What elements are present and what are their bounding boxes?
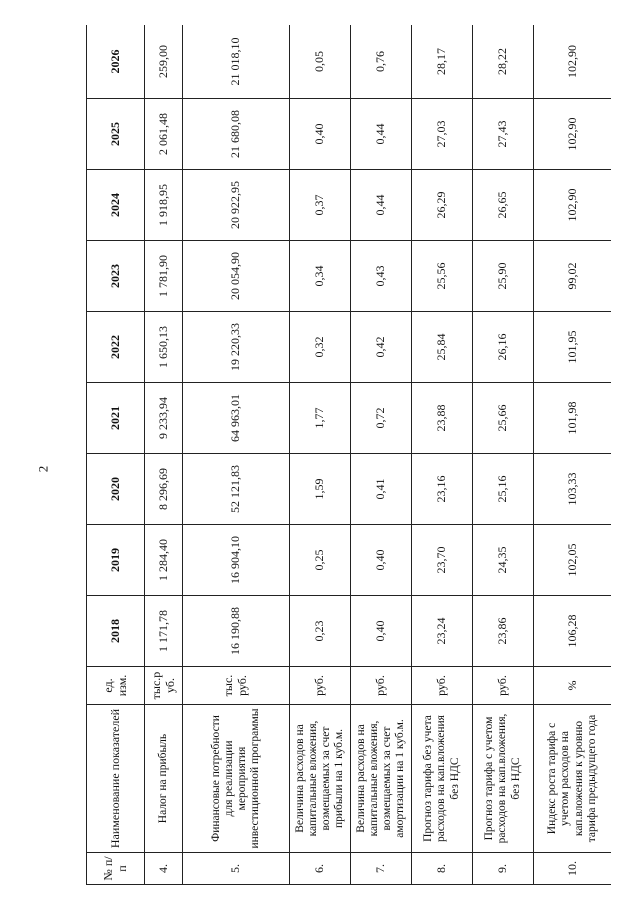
table-row bbox=[145, 25, 183, 885]
row-unit: % bbox=[534, 667, 612, 705]
row-value: 102,90 bbox=[534, 25, 612, 99]
row-value: 16 904,10 bbox=[183, 525, 290, 596]
row-name: Величина расходов на капитальные вложения, возмещаемых за счет амортизации на 1 куб.м. bbox=[351, 705, 412, 853]
row-value: 101,98 bbox=[534, 383, 612, 454]
header-year: 2022 bbox=[87, 312, 145, 383]
header-year: 2020 bbox=[87, 454, 145, 525]
table-row bbox=[290, 25, 351, 885]
row-value: 2 061,48 bbox=[145, 99, 183, 170]
header-unit: ед. изм. bbox=[87, 667, 145, 705]
row-name: Прогноз тарифа без учета расходов на кап.вложения без НДС bbox=[412, 705, 473, 853]
row-unit: тыс.р уб. bbox=[145, 667, 183, 705]
row-value: 23,86 bbox=[473, 596, 534, 667]
table-row bbox=[183, 25, 290, 885]
page-number: 2 bbox=[35, 465, 51, 473]
row-value: 1,77 bbox=[290, 383, 351, 454]
row-value: 28,17 bbox=[412, 25, 473, 99]
row-value: 103,33 bbox=[534, 454, 612, 525]
row-value: 23,24 bbox=[412, 596, 473, 667]
row-num: 8. bbox=[412, 853, 473, 885]
row-value: 25,90 bbox=[473, 241, 534, 312]
row-value: 27,43 bbox=[473, 99, 534, 170]
row-value: 0,23 bbox=[290, 596, 351, 667]
row-unit: тыс. руб. bbox=[183, 667, 290, 705]
row-value: 1 650,13 bbox=[145, 312, 183, 383]
row-value: 1 918,95 bbox=[145, 170, 183, 241]
header-year: 2021 bbox=[87, 383, 145, 454]
row-value: 0,37 bbox=[290, 170, 351, 241]
header-num: № п/п bbox=[87, 853, 145, 885]
row-unit: руб. bbox=[473, 667, 534, 705]
row-value: 0,34 bbox=[290, 241, 351, 312]
row-unit: руб. bbox=[412, 667, 473, 705]
row-value: 20 054,90 bbox=[183, 241, 290, 312]
row-value: 0,44 bbox=[351, 170, 412, 241]
row-num: 10. bbox=[534, 853, 612, 885]
indicators-table bbox=[86, 25, 611, 885]
row-value: 102,90 bbox=[534, 170, 612, 241]
rotated-table-wrapper bbox=[86, 25, 611, 885]
row-value: 0,72 bbox=[351, 383, 412, 454]
header-year: 2023 bbox=[87, 241, 145, 312]
row-unit: руб. bbox=[290, 667, 351, 705]
row-value: 19 220,33 bbox=[183, 312, 290, 383]
row-value: 27,03 bbox=[412, 99, 473, 170]
rotated-table-container bbox=[86, 25, 611, 885]
header-year: 2025 bbox=[87, 99, 145, 170]
row-value: 106,28 bbox=[534, 596, 612, 667]
row-value: 101,95 bbox=[534, 312, 612, 383]
row-value: 25,16 bbox=[473, 454, 534, 525]
table-row bbox=[534, 25, 612, 885]
row-value: 16 190,88 bbox=[183, 596, 290, 667]
row-value: 259,00 bbox=[145, 25, 183, 99]
row-value: 1,59 bbox=[290, 454, 351, 525]
row-value: 0,40 bbox=[351, 525, 412, 596]
row-value: 23,70 bbox=[412, 525, 473, 596]
header-row bbox=[87, 25, 145, 885]
row-value: 23,16 bbox=[412, 454, 473, 525]
header-year: 2018 bbox=[87, 596, 145, 667]
row-value: 0,44 bbox=[351, 99, 412, 170]
row-value: 0,41 bbox=[351, 454, 412, 525]
row-value: 0,40 bbox=[290, 99, 351, 170]
row-value: 0,25 bbox=[290, 525, 351, 596]
row-value: 1 284,40 bbox=[145, 525, 183, 596]
row-name: Прогноз тарифа с учетом расходов на кап.вложения, без НДС bbox=[473, 705, 534, 853]
row-value: 0,40 bbox=[351, 596, 412, 667]
row-name: Финансовые потребности для реализации мероприятия инвестиционной программы bbox=[183, 705, 290, 853]
row-value: 25,84 bbox=[412, 312, 473, 383]
row-value: 25,56 bbox=[412, 241, 473, 312]
row-value: 9 233,94 bbox=[145, 383, 183, 454]
row-value: 1 781,90 bbox=[145, 241, 183, 312]
row-value: 0,32 bbox=[290, 312, 351, 383]
table-row bbox=[473, 25, 534, 885]
row-num: 7. bbox=[351, 853, 412, 885]
header-name: Наименование показателей bbox=[87, 705, 145, 853]
row-value: 28,22 bbox=[473, 25, 534, 99]
row-value: 52 121,83 bbox=[183, 454, 290, 525]
header-year: 2026 bbox=[87, 25, 145, 99]
row-value: 8 296,69 bbox=[145, 454, 183, 525]
row-name: Величина расходов на капитальные вложения, возмещаемых за счет прибыли на 1 куб.м. bbox=[290, 705, 351, 853]
row-value: 0,05 bbox=[290, 25, 351, 99]
row-value: 24,35 bbox=[473, 525, 534, 596]
row-num: 6. bbox=[290, 853, 351, 885]
row-num: 5. bbox=[183, 853, 290, 885]
row-unit: руб. bbox=[351, 667, 412, 705]
table-row bbox=[412, 25, 473, 885]
row-name: Налог на прибыль bbox=[145, 705, 183, 853]
row-value: 0,42 bbox=[351, 312, 412, 383]
row-num: 9. bbox=[473, 853, 534, 885]
row-value: 26,65 bbox=[473, 170, 534, 241]
row-value: 0,43 bbox=[351, 241, 412, 312]
header-year: 2019 bbox=[87, 525, 145, 596]
row-name: Индекс роста тарифа с учетом расходов на кап.вложения к уровню тарифа предыдущего года bbox=[534, 705, 612, 853]
row-num: 4. bbox=[145, 853, 183, 885]
row-value: 99,02 bbox=[534, 241, 612, 312]
row-value: 0,76 bbox=[351, 25, 412, 99]
row-value: 23,88 bbox=[412, 383, 473, 454]
row-value: 26,29 bbox=[412, 170, 473, 241]
row-value: 1 171,78 bbox=[145, 596, 183, 667]
row-value: 64 963,01 bbox=[183, 383, 290, 454]
row-value: 20 922,95 bbox=[183, 170, 290, 241]
row-value: 102,05 bbox=[534, 525, 612, 596]
row-value: 102,90 bbox=[534, 99, 612, 170]
table-row bbox=[351, 25, 412, 885]
row-value: 21 018,10 bbox=[183, 25, 290, 99]
row-value: 25,66 bbox=[473, 383, 534, 454]
header-year: 2024 bbox=[87, 170, 145, 241]
row-value: 26,16 bbox=[473, 312, 534, 383]
row-value: 21 680,08 bbox=[183, 99, 290, 170]
